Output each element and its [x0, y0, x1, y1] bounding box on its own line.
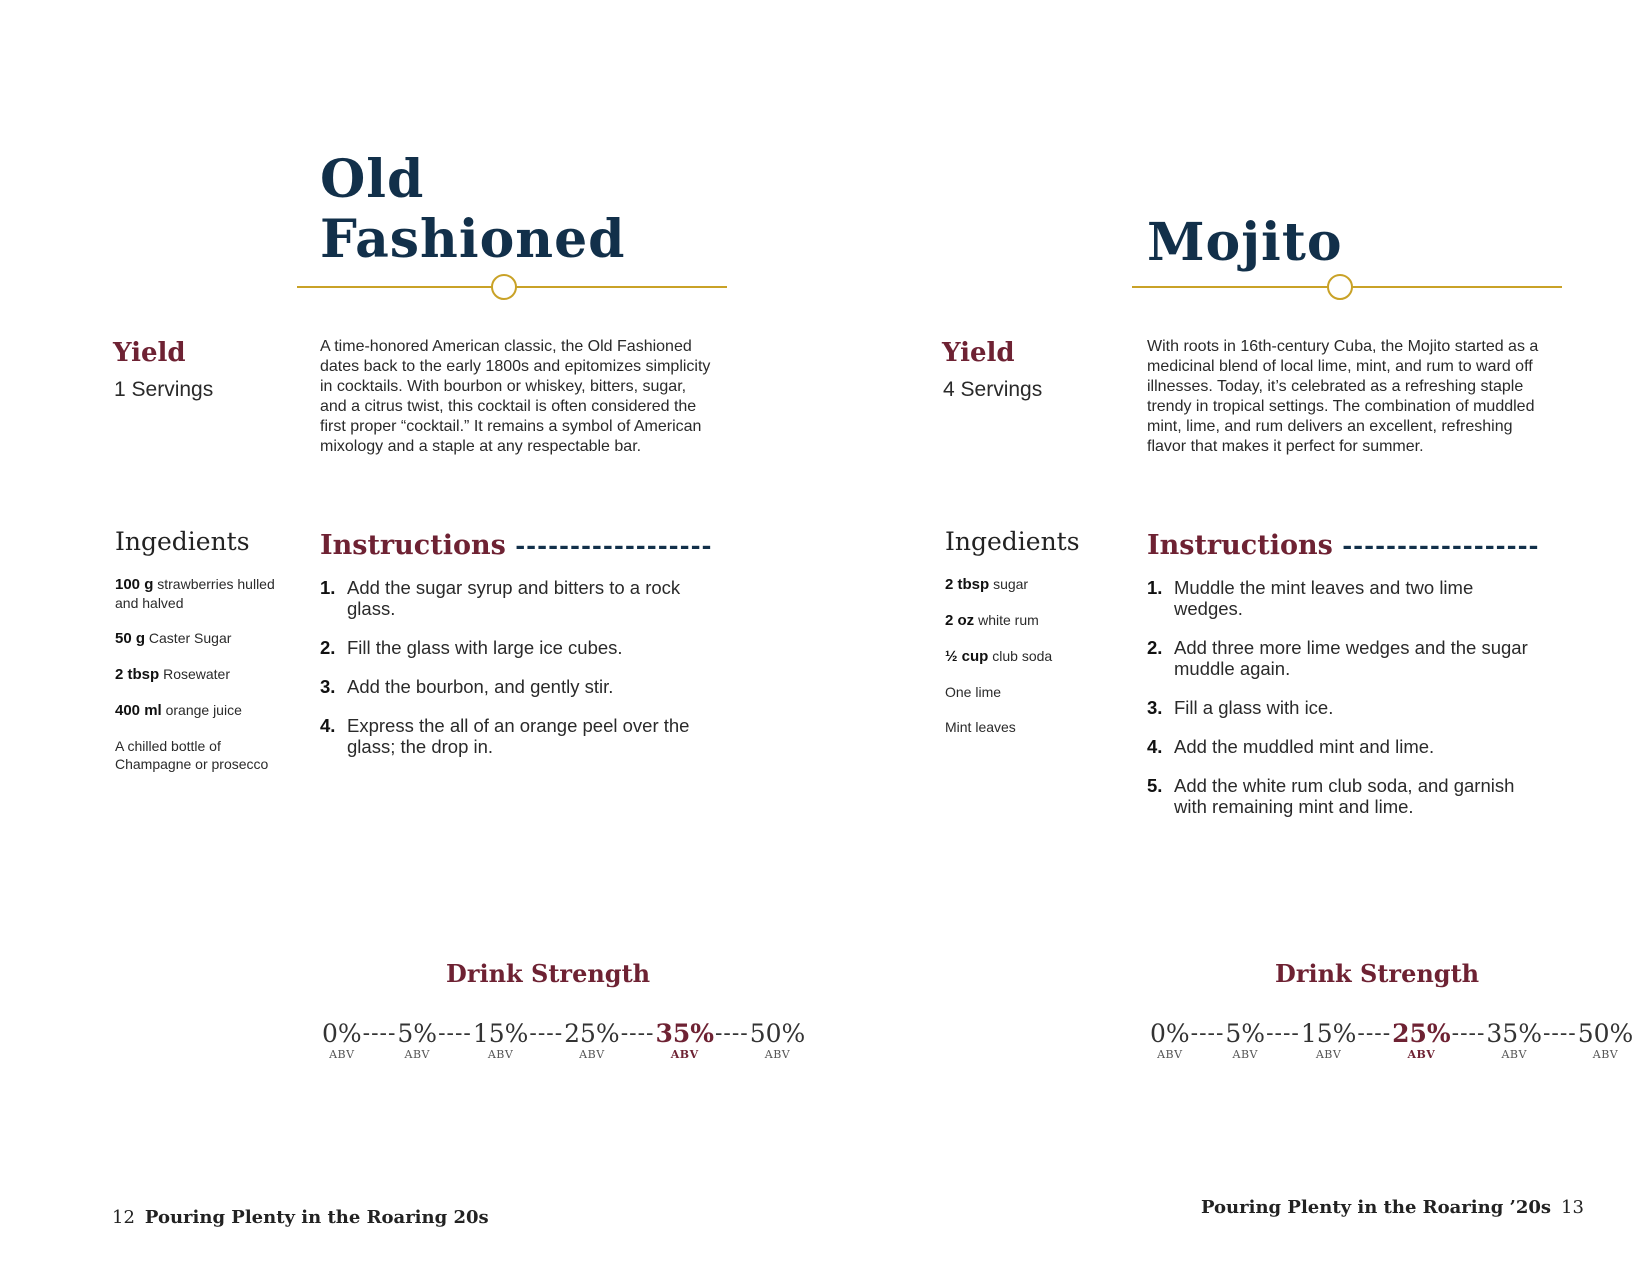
step-text: Muddle the mint leaves and two lime wedges. [1174, 577, 1474, 619]
ingredient-name: Rosewater [163, 666, 230, 682]
scale-separator: ---- [1266, 1021, 1300, 1046]
ingredients-list [945, 575, 1115, 753]
scale-separator: ---- [620, 1021, 655, 1046]
footer-title: Pouring Plenty in the Roaring ’20s [1201, 1197, 1552, 1218]
ingredient-quantity: 50 g [115, 630, 146, 647]
instruction-step [320, 715, 720, 757]
ingredient-item [945, 683, 1115, 701]
strength-abv-label: ABV [487, 1048, 514, 1061]
page-number: 13 [1561, 1197, 1584, 1218]
ingredient-name: orange juice [165, 702, 242, 718]
strength-tick-active [655, 1020, 714, 1062]
strength-abv-label: ABV [1501, 1048, 1527, 1061]
step-text: Fill a glass with ice. [1174, 697, 1334, 718]
ingredient-item [945, 647, 1115, 666]
scale-separator: ---- [1451, 1021, 1486, 1046]
step-text: Express the all of an orange peel over the glass; the drop in. [347, 715, 690, 757]
instructions-heading [1147, 530, 1540, 562]
ingredient-item [115, 575, 285, 612]
scale-separator: ---- [1357, 1021, 1392, 1046]
ingredient-item [945, 575, 1115, 594]
strength-percent: 50% [749, 1019, 806, 1048]
step-text: Add the sugar syrup and bitters to a rock glass. [347, 577, 681, 619]
instructions-heading-text: Instructions [320, 530, 506, 561]
strength-tick [322, 1020, 362, 1062]
step-text: Add the bourbon, and gently stir. [347, 676, 614, 697]
strength-tick [1578, 1020, 1634, 1062]
strength-percent: 50% [1577, 1019, 1634, 1048]
ingredient-name: Mint leaves [945, 719, 1016, 735]
instructions-dashes: ------------------ [1342, 531, 1540, 560]
title-divider [1132, 272, 1562, 302]
instructions-dashes: ------------------ [515, 531, 713, 560]
instruction-step [320, 637, 720, 658]
strength-abv-label: ABV [1232, 1048, 1258, 1061]
strength-abv-label: ABV [764, 1048, 791, 1061]
instructions-heading-text: Instructions [1147, 530, 1333, 561]
step-number: 4. [1147, 736, 1163, 757]
step-number: 4. [320, 715, 336, 736]
strength-percent: 35% [655, 1019, 714, 1048]
scale-separator: ---- [529, 1021, 564, 1046]
footer-title: Pouring Plenty in the Roaring 20s [144, 1207, 489, 1228]
step-number: 2. [1147, 637, 1163, 658]
ingredients-list [115, 575, 285, 790]
title-line-2: Fashioned [320, 209, 626, 270]
drink-strength-scale [322, 1020, 805, 1062]
ingredient-quantity: 2 oz [945, 612, 975, 629]
ingredients-heading: Ingedients [115, 527, 250, 556]
strength-tick [750, 1020, 806, 1062]
strength-abv-label: ABV [670, 1048, 699, 1061]
drink-strength-scale [1150, 1020, 1633, 1062]
yield-value: 1 Servings [114, 378, 214, 401]
ingredient-name: Caster Sugar [148, 630, 232, 646]
right-page [825, 0, 1650, 1275]
step-number: 2. [320, 637, 336, 658]
strength-tick [1225, 1020, 1265, 1062]
yield-value: 4 Servings [943, 378, 1043, 401]
recipe-description: With roots in 16th-century Cuba, the Mojito started as a medicinal blend of local lime, mint, and rum to ward off illnesses. Today, it’s celebrated as a refreshing staple trendy in tropical settings. The combination of muddled mint, lime, and rum delivers an excellent, refreshing flavor that makes it perfect for summer. [1147, 338, 1539, 455]
ingredient-name: white rum [978, 612, 1039, 628]
strength-percent: 0% [1150, 1019, 1190, 1048]
ingredient-name: A chilled bottle of Champagne or prosecco [115, 738, 269, 772]
ingredient-name: sugar [993, 576, 1029, 592]
scale-separator: ---- [438, 1021, 472, 1046]
ingredient-name: club soda [992, 648, 1053, 664]
strength-tick [397, 1020, 437, 1062]
ingredient-item [945, 611, 1115, 630]
ingredient-item [945, 718, 1115, 736]
strength-tick [1150, 1020, 1190, 1062]
strength-tick [473, 1020, 529, 1062]
strength-percent: 5% [397, 1019, 438, 1048]
divider-circle-ornament [1327, 274, 1353, 300]
ingredient-item [115, 701, 285, 720]
strength-tick [1486, 1020, 1542, 1062]
ingredient-item [115, 665, 285, 684]
step-text: Fill the glass with large ice cubes. [347, 637, 623, 658]
step-text: Add three more lime wedges and the sugar muddle again. [1174, 637, 1528, 679]
instruction-step [320, 676, 720, 697]
instruction-step [1147, 736, 1547, 757]
instruction-step [1147, 577, 1547, 619]
instruction-step [1147, 697, 1547, 718]
ingredient-quantity: 100 g [115, 576, 154, 593]
strength-percent: 25% [1392, 1019, 1451, 1048]
strength-abv-label: ABV [404, 1048, 430, 1061]
strength-percent: 15% [472, 1019, 529, 1048]
strength-percent: 5% [1225, 1019, 1266, 1048]
ingredient-name: One lime [945, 684, 1002, 700]
scale-separator: ---- [362, 1021, 397, 1046]
strength-abv-label: ABV [1315, 1048, 1342, 1061]
step-number: 1. [1147, 577, 1163, 598]
step-number: 5. [1147, 775, 1163, 796]
instructions-list [320, 577, 720, 775]
strength-abv-label: ABV [329, 1048, 355, 1061]
instruction-step [320, 577, 720, 619]
ingredient-quantity: 2 tbsp [115, 666, 160, 683]
ingredient-item [115, 737, 285, 773]
scale-separator: ---- [1190, 1021, 1225, 1046]
instruction-step [1147, 775, 1547, 817]
ingredient-name: strawberries hulled and halved [115, 576, 275, 611]
step-number: 1. [320, 577, 336, 598]
strength-percent: 35% [1486, 1019, 1542, 1048]
page-number: 12 [112, 1207, 135, 1228]
ingredient-quantity: 2 tbsp [945, 576, 990, 593]
strength-tick-active [1392, 1020, 1451, 1062]
strength-abv-label: ABV [1407, 1048, 1436, 1061]
strength-abv-label: ABV [1592, 1048, 1619, 1061]
ingredient-item [115, 629, 285, 648]
recipe-title [320, 150, 626, 270]
step-number: 3. [1147, 697, 1163, 718]
step-text: Add the muddled mint and lime. [1174, 736, 1435, 757]
drink-strength-title: Drink Strength [446, 959, 651, 988]
drink-strength-title: Drink Strength [1275, 959, 1480, 988]
page-footer [112, 1207, 489, 1229]
strength-tick [1301, 1020, 1357, 1062]
instructions-list [1147, 577, 1547, 835]
recipe-description: A time-honored American classic, the Old Fashioned dates back to the early 1800s and epitomizes simplicity in cocktails. With bourbon or whiskey, bitters, sugar, and a citrus twist, this cocktail is often considered the first proper “cocktail.” It remains a symbol of American mixology and a staple at any respectable bar. [320, 338, 711, 455]
ingredients-heading: Ingedients [945, 527, 1080, 556]
step-number: 3. [320, 676, 336, 697]
divider-circle-ornament [491, 274, 517, 300]
strength-percent: 0% [322, 1019, 362, 1048]
yield-label: Yield [113, 338, 186, 368]
scale-separator: ---- [1542, 1021, 1577, 1046]
ingredient-quantity: 400 ml [115, 702, 162, 719]
strength-percent: 15% [1300, 1019, 1357, 1048]
yield-label: Yield [942, 338, 1015, 368]
scale-separator: ---- [714, 1021, 749, 1046]
recipe-title: Mojito [1147, 212, 1343, 273]
instructions-heading [320, 530, 713, 562]
step-text: Add the white rum club soda, and garnish with remaining mint and lime. [1174, 775, 1515, 817]
strength-abv-label: ABV [1157, 1048, 1183, 1061]
title-line-1: Old [320, 149, 425, 210]
strength-tick [564, 1020, 620, 1062]
instruction-step [1147, 637, 1547, 679]
ingredient-quantity: ½ cup [945, 648, 989, 665]
page-footer [1201, 1197, 1594, 1219]
strength-abv-label: ABV [579, 1048, 605, 1061]
title-divider [297, 272, 727, 302]
strength-percent: 25% [564, 1019, 620, 1048]
